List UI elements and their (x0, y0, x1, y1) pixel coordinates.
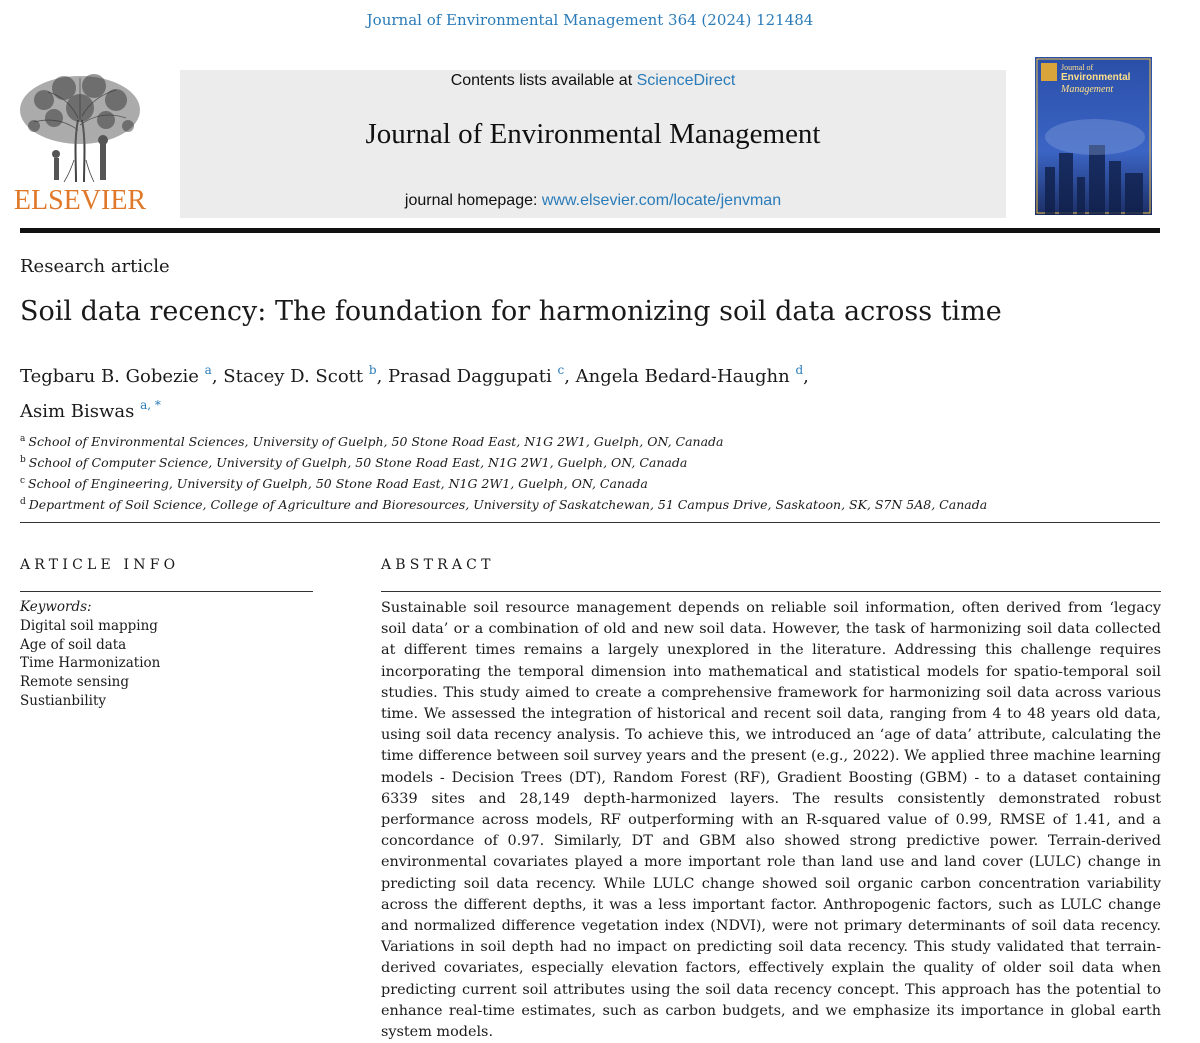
article-info-heading: ARTICLE INFO (20, 557, 180, 573)
affiliation-key: a (20, 434, 26, 444)
keyword-item: Digital soil mapping (20, 617, 158, 634)
keywords-block (20, 598, 160, 711)
header-rule (20, 228, 1160, 233)
author-separator: , (211, 366, 224, 387)
article-type: Research article (20, 256, 170, 277)
article-info-rule (20, 591, 313, 592)
journal-title: Journal of Environmental Management (365, 118, 821, 150)
author-name[interactable]: Asim Biswas (20, 401, 135, 422)
author-name[interactable]: Stacey D. Scott (223, 366, 364, 387)
contents-prefix: Contents lists available at (450, 72, 637, 89)
abstract-text: Sustainable soil resource management depends on reliable soil information, often derived from ‘legacy soil data’ or a combination of old and new soil data. However, the task of harmonizing soil data collected at different times remains a largely unexplored in the literature. Addressing this challenge requires incorporating the temporal dimension into mathematical and statistical models for spatio-temporal soil studies. This study aimed to create a comprehensive framework for harmonizing soil data across various time. We assessed the integration of historical and recent soil data, ranging from 4 to 48 years old data, using soil data recency analysis. To achieve this, we introduced an ‘age of data’ attribute, calculating the time difference between soil survey years and the present (e.g., 2022). We applied three machine learning models - Decision Trees (DT), Random Forest (RF), Gradient Boosting (GBM) - to a dataset containing 6339 sites and 28,149 depth-harmonized layers. The results consistently demonstrated robust performance across models, RF outperforming with an R-squared value of 0.99, RMSE of 1.41, and a concordance of 0.97. Similarly, DT and GBM also showed strong predictive power. Terrain-derived environmental covariates played a more important role than land use and land cover (LULC) change in predicting soil data recency. While LULC change showed soil organic carbon concentration variability across the different depths, it was a less important factor. Anthropogenic factors, such as LULC change and normalized difference vegetation index (NDVI), were not primary determinants of soil data recency. Variations in soil depth had no impact on predicting soil data recency. This study validated that terrain-derived covariates, especially elevation factors, effectively explain the quality of older soil data when predicting current soil attributes using the soil data recency concept. This approach has the potential to enhance real-time estimates, such as carbon budgets, and we emphasize its importance in global earth system models. (381, 600, 1161, 1041)
cover-line1: Journal of (1061, 63, 1094, 72)
author-list (20, 356, 920, 426)
affiliation-item (20, 472, 1160, 493)
affiliations (20, 430, 1160, 514)
cover-line2: Environmental (1061, 72, 1131, 83)
affiliation-text: School of Engineering, University of Guelph, 50 Stone Road East, N1G 2W1, Guelph, ON, Canada (28, 476, 648, 491)
cover-line3: Management (1061, 84, 1114, 95)
affiliation-ref[interactable]: a, * (140, 398, 161, 412)
author-name[interactable]: Tegbaru B. Gobezie (20, 366, 199, 387)
journal-citation[interactable]: Journal of Environmental Management 364 (2024) 121484 (366, 11, 814, 29)
elsevier-logo[interactable] (2, 70, 158, 220)
author-separator: , (564, 366, 576, 387)
affiliation-text: Department of Soil Science, College of Agriculture and Bioresources, University of Saskatchewan, 51 Campus Drive, Saskatoon, SK, S7N 5A8, Canada (28, 497, 988, 512)
keywords-label: Keywords: (20, 599, 92, 615)
elsevier-tree-icon (14, 70, 146, 184)
affiliation-item (20, 451, 1160, 472)
keyword-item: Time Harmonization (20, 655, 161, 672)
affiliation-ref[interactable]: a (204, 363, 212, 377)
abstract-heading: ABSTRACT (381, 557, 495, 573)
affiliation-item (20, 493, 1160, 514)
journal-cover[interactable] (1035, 57, 1152, 215)
author-separator: , (803, 366, 809, 387)
homepage-line (180, 192, 1006, 210)
abstract-rule (381, 591, 1161, 592)
affiliation-key: b (20, 455, 26, 465)
homepage-prefix: journal homepage: (404, 192, 542, 209)
article-title: Soil data recency: The foundation for harmonizing soil data across time (20, 296, 1002, 327)
author-separator: , (376, 366, 389, 387)
section-divider (20, 522, 1160, 523)
author-name[interactable]: Angela Bedard-Haughn (575, 366, 790, 387)
contents-line (180, 72, 1006, 90)
affiliation-key: c (20, 476, 26, 486)
journal-header (180, 70, 1006, 218)
affiliation-text: School of Computer Science, University of Guelph, 50 Stone Road East, N1G 2W1, Guelph, ON, Canada (28, 455, 688, 470)
homepage-link[interactable]: www.elsevier.com/locate/jenvman (541, 192, 782, 209)
elsevier-wordmark: ELSEVIER (13, 185, 147, 216)
keyword-item: Remote sensing (20, 674, 129, 691)
sciencedirect-link[interactable]: ScienceDirect (636, 72, 736, 89)
keyword-item: Sustianbility (20, 692, 107, 709)
affiliation-item (20, 430, 1160, 451)
affiliation-key: d (20, 497, 26, 507)
author-name[interactable]: Prasad Daggupati (388, 366, 552, 387)
affiliation-text: School of Environmental Sciences, University of Guelph, 50 Stone Road East, N1G 2W1, Guelph, ON, Canada (28, 434, 724, 449)
keyword-item: Age of soil data (20, 636, 127, 653)
affiliation-ref[interactable]: c (557, 363, 565, 377)
affiliation-ref[interactable]: b (368, 363, 377, 377)
affiliation-ref[interactable]: d (795, 363, 804, 377)
